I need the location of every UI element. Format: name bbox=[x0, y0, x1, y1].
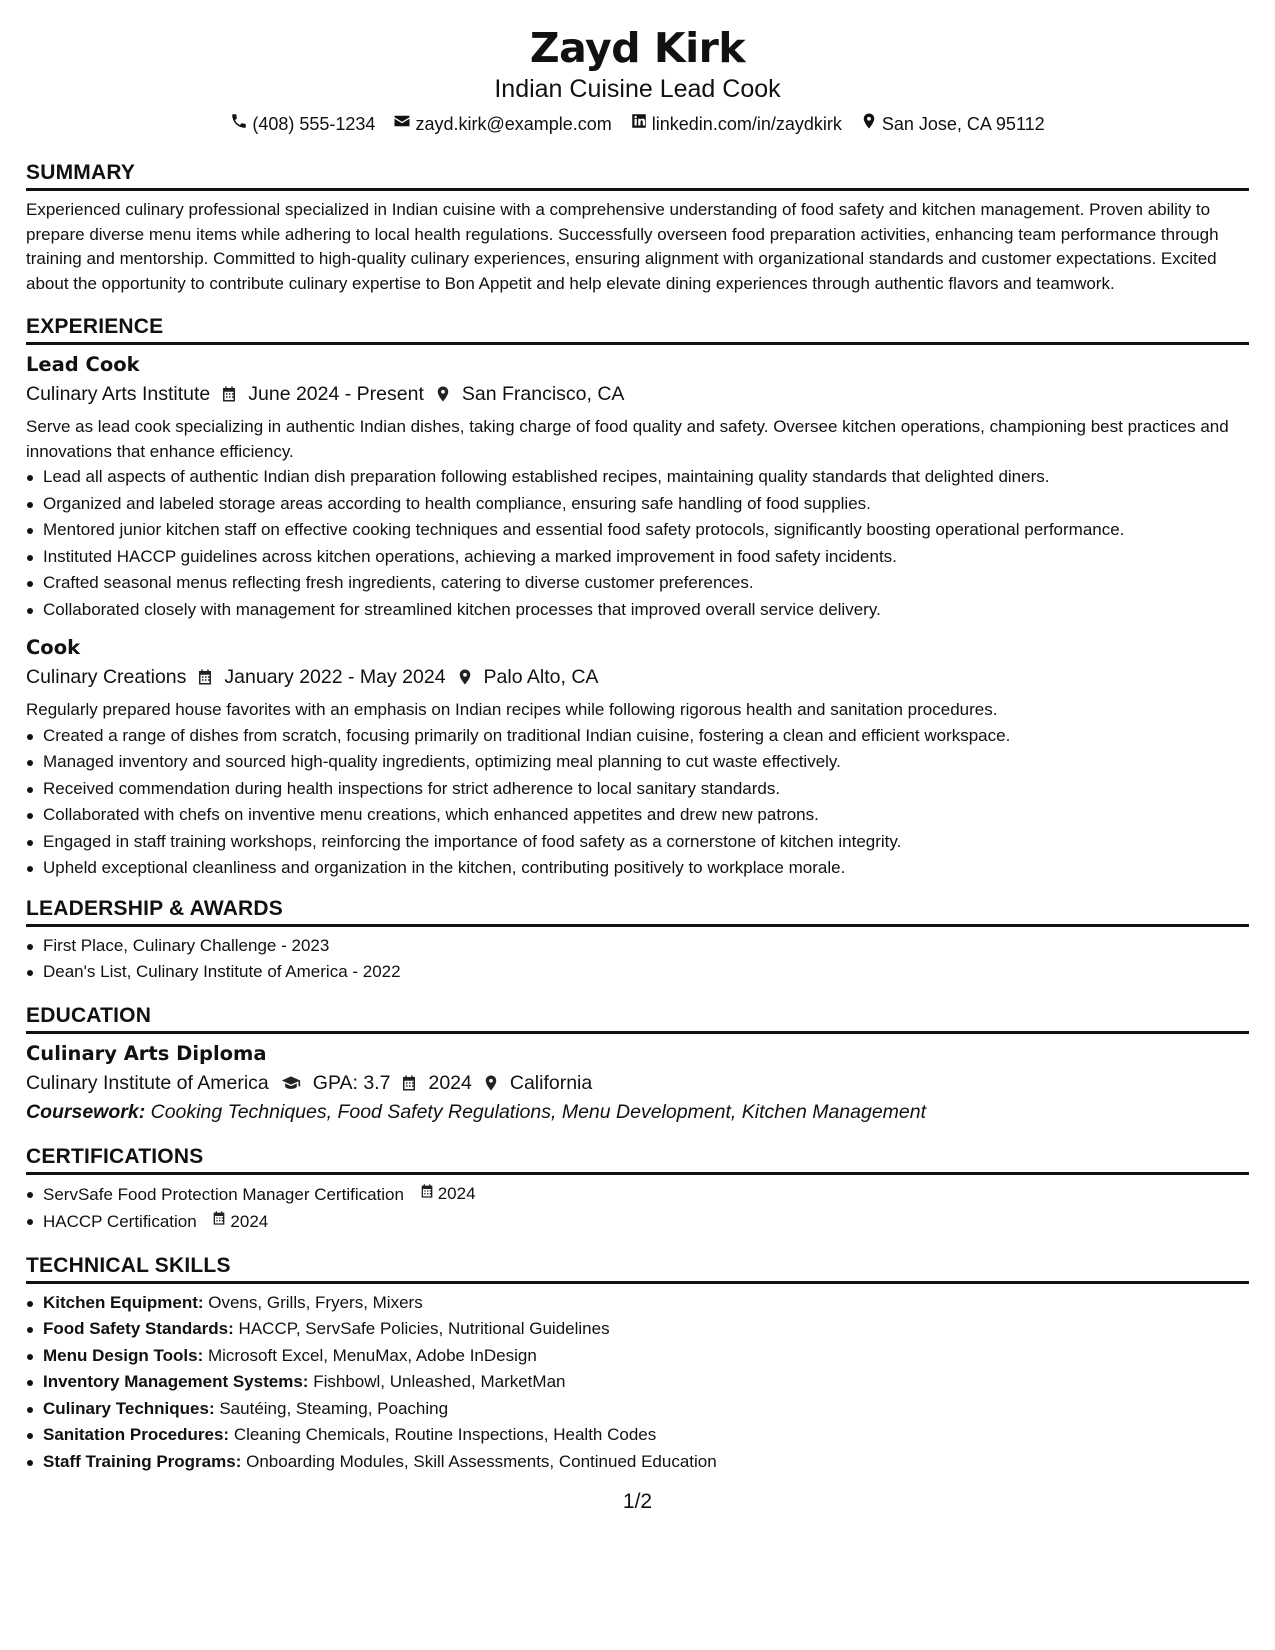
graduation-cap-icon bbox=[279, 1073, 303, 1093]
contact-linkedin-text[interactable]: linkedin.com/in/zaydkirk bbox=[651, 114, 842, 134]
job-bullets bbox=[26, 724, 1249, 881]
job-dates: June 2024 - Present bbox=[248, 383, 424, 405]
experience-section bbox=[26, 314, 1249, 881]
contact-phone bbox=[230, 112, 375, 136]
list-item bbox=[26, 1182, 1249, 1208]
job-company: Culinary Arts Institute bbox=[26, 383, 211, 405]
summary-section bbox=[26, 160, 1249, 296]
section-title-skills: TECHNICAL SKILLS bbox=[26, 1253, 1249, 1284]
section-title-experience: EXPERIENCE bbox=[26, 314, 1249, 345]
school-name: Culinary Institute of America bbox=[26, 1071, 269, 1094]
calendar-icon bbox=[196, 667, 214, 687]
list-item: Collaborated closely with management for streamlined kitchen processes that improved overall service delivery. bbox=[26, 598, 1249, 623]
list-item: Organized and labeled storage areas according to health compliance, ensuring safe handling of food supplies. bbox=[26, 492, 1249, 517]
section-title-education: EDUCATION bbox=[26, 1003, 1249, 1034]
list-item bbox=[26, 1317, 1249, 1342]
list-item: Upheld exceptional cleanliness and organization in the kitchen, contributing positively to workplace morale. bbox=[26, 856, 1249, 881]
certifications-section bbox=[26, 1144, 1249, 1235]
certification-name: HACCP Certification bbox=[43, 1212, 197, 1231]
skill-label: Culinary Techniques: bbox=[43, 1398, 215, 1418]
calendar-icon bbox=[400, 1073, 418, 1093]
map-pin-icon bbox=[482, 1073, 500, 1093]
coursework-text: Cooking Techniques, Food Safety Regulations, Menu Development, Kitchen Management bbox=[150, 1100, 927, 1123]
skill-value: Onboarding Modules, Skill Assessments, Continued Education bbox=[246, 1451, 717, 1471]
skill-value: Ovens, Grills, Fryers, Mixers bbox=[208, 1292, 423, 1312]
awards-list bbox=[26, 934, 1249, 985]
contact-phone-text: (408) 555-1234 bbox=[252, 114, 376, 134]
list-item: Received commendation during health inspections for strict adherence to local sanitary standards. bbox=[26, 777, 1249, 802]
skill-value: HACCP, ServSafe Policies, Nutritional Guidelines bbox=[238, 1319, 610, 1338]
calendar-icon bbox=[419, 1182, 435, 1208]
skill-label: Inventory Management Systems: bbox=[43, 1372, 309, 1391]
calendar-icon bbox=[220, 384, 238, 404]
candidate-headline: Indian Cuisine Lead Cook bbox=[494, 75, 781, 103]
skills-list bbox=[26, 1291, 1249, 1475]
contact-row bbox=[26, 112, 1249, 136]
list-item bbox=[26, 1291, 1249, 1316]
envelope-icon bbox=[393, 112, 411, 136]
resume-page bbox=[26, 22, 1249, 1476]
job-location: San Francisco, CA bbox=[461, 383, 625, 405]
skills-section bbox=[26, 1253, 1249, 1475]
contact-email[interactable] bbox=[393, 112, 611, 136]
list-item: Lead all aspects of authentic Indian dish preparation following established recipes, maintaining quality standards that delighted diners. bbox=[26, 465, 1249, 490]
summary-text: Experienced culinary professional specialized in Indian cuisine with a comprehensive understanding of food safety and kitchen management. Proven ability to prepare diverse menu items while adhering to local health regulations. Successfully overseen food preparation activities, enhancing team performance through training and mentorship. Committed to high-quality culinary experiences, ensuring alignment with organizational standards and customer expectations. Excited about the opportunity to contribute culinary expertise to Bon Appetit and help elevate dining experiences through authentic flavors and teamwork. bbox=[26, 200, 1219, 293]
list-item: Created a range of dishes from scratch, focusing primarily on traditional Indian cuisine, fostering a clean and efficient workspace. bbox=[26, 724, 1249, 749]
contact-location-text: San Jose, CA 95112 bbox=[881, 114, 1045, 134]
degree-title: Culinary Arts Diploma bbox=[26, 1041, 267, 1065]
map-pin-icon bbox=[456, 667, 474, 687]
map-pin-icon bbox=[860, 112, 878, 136]
certification-date bbox=[419, 1182, 476, 1208]
job-meta bbox=[26, 662, 1249, 692]
job-description: Serve as lead cook specializing in authentic Indian dishes, taking charge of food quality and safety. Oversee kitchen operations, championing best practices and innovations that enhance efficiency. bbox=[26, 417, 1229, 461]
job-entry bbox=[26, 351, 1249, 622]
list-item bbox=[26, 1209, 1249, 1235]
list-item: Collaborated with chefs on inventive menu creations, which enhanced appetites and drew new patrons. bbox=[26, 803, 1249, 828]
section-title-certifications: CERTIFICATIONS bbox=[26, 1144, 1249, 1175]
skill-label: Food Safety Standards: bbox=[43, 1319, 234, 1338]
job-title: Cook bbox=[26, 636, 81, 659]
list-item: Crafted seasonal menus reflecting fresh ingredients, catering to diverse customer preferences. bbox=[26, 571, 1249, 596]
certification-name: ServSafe Food Protection Manager Certification bbox=[43, 1184, 404, 1204]
coursework bbox=[26, 1098, 1249, 1126]
contact-location bbox=[860, 112, 1045, 136]
certifications-list bbox=[26, 1182, 1249, 1235]
job-title: Lead Cook bbox=[26, 353, 140, 376]
calendar-icon bbox=[211, 1209, 227, 1235]
contact-email-text[interactable]: zayd.kirk@example.com bbox=[415, 114, 612, 134]
education-section bbox=[26, 1003, 1249, 1126]
contact-linkedin[interactable] bbox=[630, 112, 842, 136]
list-item: Engaged in staff training workshops, reinforcing the importance of food safety as a cornerstone of kitchen integrity. bbox=[26, 830, 1249, 855]
education-gpa: GPA: 3.7 bbox=[312, 1071, 391, 1094]
list-item: First Place, Culinary Challenge - 2023 bbox=[26, 934, 1249, 959]
phone-icon bbox=[230, 112, 248, 136]
awards-section bbox=[26, 896, 1249, 985]
section-title-summary: SUMMARY bbox=[26, 160, 1249, 191]
skill-label: Sanitation Procedures: bbox=[43, 1425, 230, 1444]
list-item: Dean's List, Culinary Institute of America - 2022 bbox=[26, 960, 1249, 985]
skill-value: Fishbowl, Unleashed, MarketMan bbox=[313, 1372, 566, 1391]
list-item bbox=[26, 1423, 1249, 1448]
skill-label: Kitchen Equipment: bbox=[43, 1292, 204, 1312]
job-description: Regularly prepared house favorites with an emphasis on Indian recipes while following rigorous health and sanitation procedures. bbox=[26, 700, 998, 719]
job-company: Culinary Creations bbox=[26, 666, 187, 688]
job-meta bbox=[26, 379, 1249, 409]
certification-year: 2024 bbox=[230, 1211, 269, 1231]
list-item bbox=[26, 1450, 1249, 1475]
candidate-name: Zayd Kirk bbox=[529, 24, 746, 72]
list-item: Instituted HACCP guidelines across kitchen operations, achieving a marked improvement in food safety incidents. bbox=[26, 545, 1249, 570]
skill-value: Microsoft Excel, MenuMax, Adobe InDesign bbox=[207, 1345, 537, 1365]
skill-value: Cleaning Chemicals, Routine Inspections, Health Codes bbox=[233, 1425, 657, 1444]
list-item: Managed inventory and sourced high-quality ingredients, optimizing meal planning to cut waste effectively. bbox=[26, 750, 1249, 775]
skill-label: Menu Design Tools: bbox=[43, 1345, 204, 1365]
job-location: Palo Alto, CA bbox=[483, 666, 599, 688]
section-title-awards: LEADERSHIP & AWARDS bbox=[26, 896, 1249, 927]
certification-year: 2024 bbox=[437, 1184, 476, 1203]
job-dates: January 2022 - May 2024 bbox=[224, 666, 446, 688]
job-entry bbox=[26, 634, 1249, 881]
education-location: California bbox=[509, 1071, 593, 1094]
job-bullets bbox=[26, 465, 1249, 622]
resume-header bbox=[26, 22, 1249, 136]
linkedin-icon bbox=[630, 112, 648, 136]
certification-date bbox=[211, 1209, 268, 1235]
coursework-label: Coursework: bbox=[26, 1100, 146, 1123]
list-item bbox=[26, 1397, 1249, 1422]
education-meta bbox=[26, 1068, 1249, 1098]
map-pin-icon bbox=[434, 384, 452, 404]
list-item: Mentored junior kitchen staff on effective cooking techniques and essential food safety protocols, significantly boosting operational performance. bbox=[26, 518, 1249, 543]
skill-label: Staff Training Programs: bbox=[43, 1451, 242, 1471]
page-number: 1/2 bbox=[622, 1490, 653, 1513]
list-item bbox=[26, 1370, 1249, 1395]
list-item bbox=[26, 1344, 1249, 1369]
education-year: 2024 bbox=[428, 1071, 472, 1094]
skill-value: Sautéing, Steaming, Poaching bbox=[219, 1398, 449, 1418]
education-entry bbox=[26, 1040, 1249, 1126]
